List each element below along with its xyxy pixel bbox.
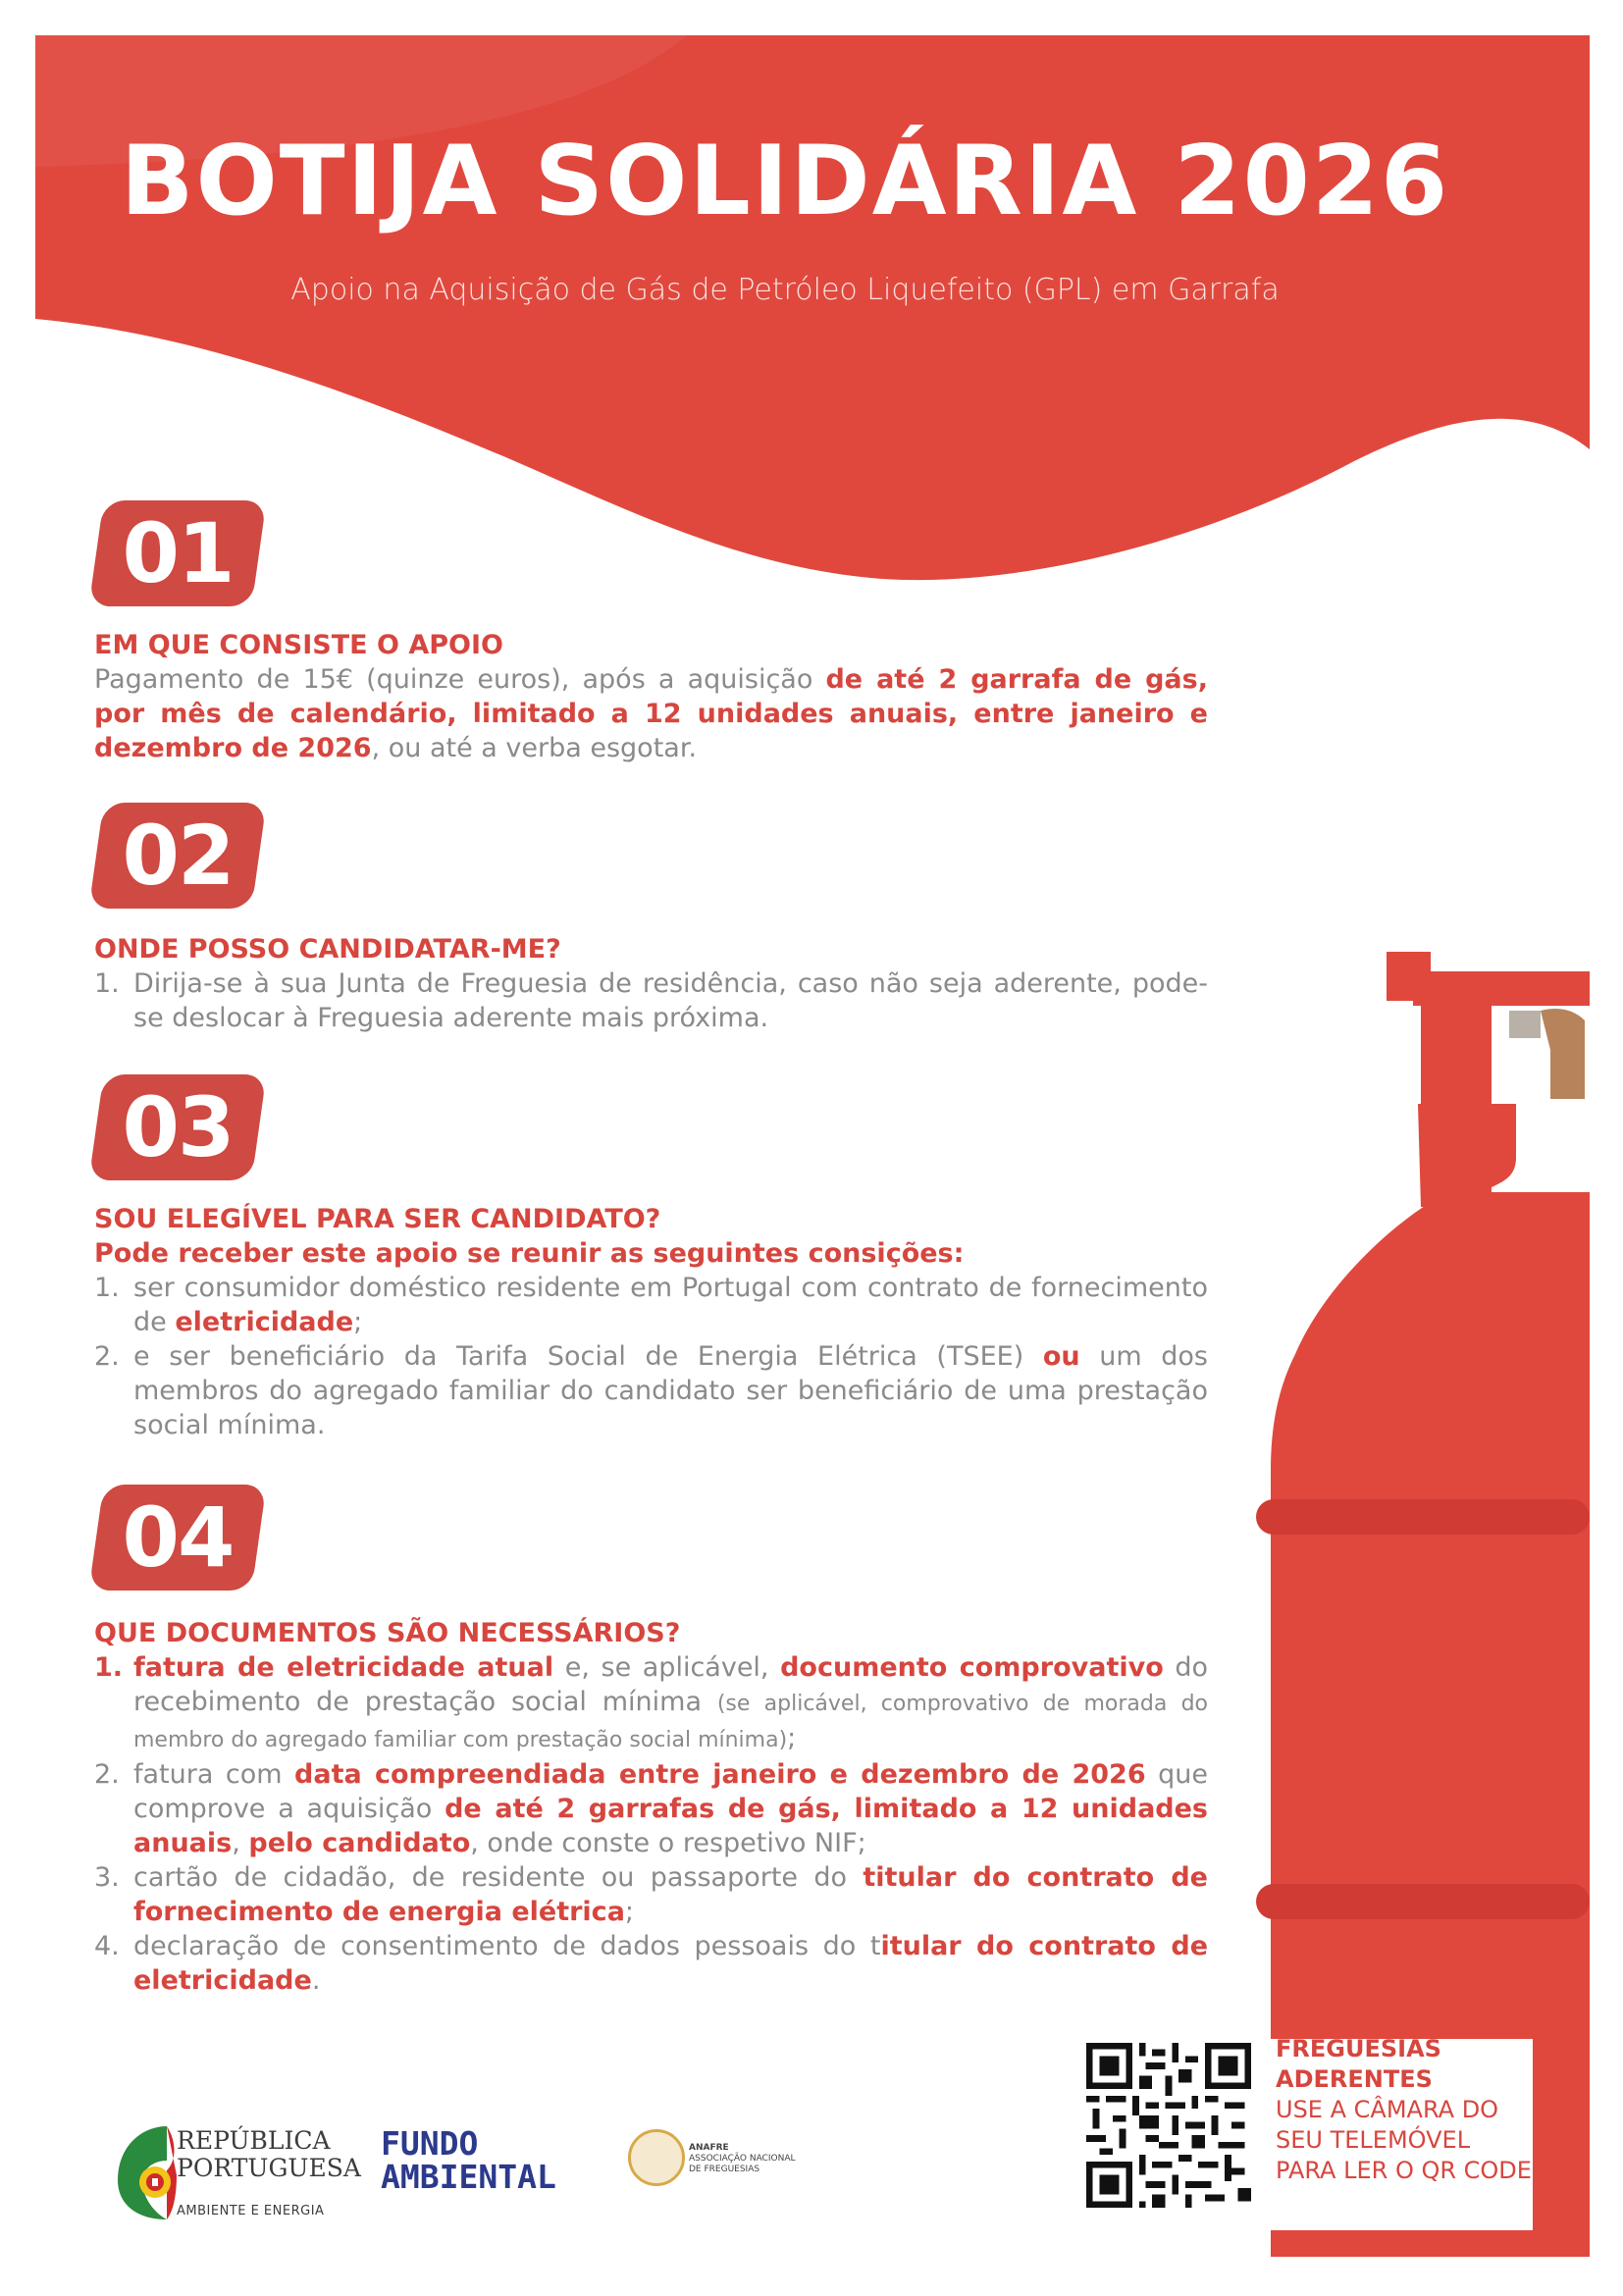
list-item: 2. e ser beneficiário da Tarifa Social de Energia Elétrica (TSEE) ou um dos membros do agregado familiar do candidato ser beneficiário de uma prestação social mínima. [94,1341,1208,1440]
qr-code[interactable] [1086,2043,1251,2208]
anafre-text: ANAFRE ASSOCIAÇÃO NACIONAL DE FREGUESIAS [689,2143,796,2174]
section-text: Pagamento de 15€ (quinze euros), após a aquisição de até 2 garrafa de gás, por mês de calendário, limitado a 12 unidades anuais, entre janeiro e dezembro de 2026, ou até a verba esgotar. [94,664,1208,763]
qr-instructions: FREGUESIAS ADERENTES USE A CÂMARA DO SEU TELEMÓVEL PARA LER O QR CODE [1276,2035,1532,2184]
section-badge-03: 03 [88,1074,266,1180]
list-item: 1. fatura de eletricidade atual e, se aplicável, documento comprovativo do recebimento de prestação social mínima (se aplicável, comprovativo de morada do membro do agregado familiar com prestação social mínima); [94,1652,1209,1753]
section-heading: EM QUE CONSISTE O APOIO [94,630,503,660]
section-heading: QUE DOCUMENTOS SÃO NECESSÁRIOS? [94,1618,681,1648]
section-02 [94,932,1208,1035]
list-item: 1. ser consumidor doméstico residente em Portugal com contrato de fornecimento de eletricidade; [94,1273,1208,1337]
list-item: 3. cartão de cidadão, de residente ou passaporte do titular do contrato de fornecimento de energia elétrica; [94,1862,1208,1927]
section-badge-04: 04 [88,1485,266,1591]
republica-portuguesa-text: REPÚBLICA PORTUGUESA [177,2126,361,2182]
section-badge-02: 02 [88,803,266,909]
ambiente-energia-text: AMBIENTE E ENERGIA [177,2204,325,2218]
list-item: 4. declaração de consentimento de dados pessoais do titular do contrato de eletricidade. [94,1931,1208,1996]
anafre-seal-icon [628,2129,685,2186]
fundo-ambiental-logo: FUNDO AMBIENTAL [381,2124,556,2196]
section-03 [94,1202,1208,1442]
section-heading: ONDE POSSO CANDIDATAR-ME? [94,934,561,965]
page-subtitle: Apoio na Aquisição de Gás de Petróleo Liquefeito (GPL) em Garrafa [290,273,1280,307]
list-item: 1. Dirija-se à sua Junta de Freguesia de residência, caso não seja aderente, pode-se deslocar à Freguesia aderente mais próxima. [94,968,1208,1033]
section-heading: SOU ELEGÍVEL PARA SER CANDIDATO? [94,1204,661,1234]
section-01 [94,628,1208,765]
section-04 [94,1616,1208,1998]
section-subheading: Pode receber este apoio se reunir as seguintes consições: [94,1238,965,1269]
list-item: 2. fatura com data compreendiada entre janeiro e dezembro de 2026 que comprove a aquisição de até 2 garrafas de gás, limitado a 12 unidades anuais, pelo candidato, onde conste o respetivo NIF; [94,1759,1208,1858]
section-badge-01: 01 [88,500,266,606]
page-title: BOTIJA SOLIDÁRIA 2026 [120,126,1450,237]
